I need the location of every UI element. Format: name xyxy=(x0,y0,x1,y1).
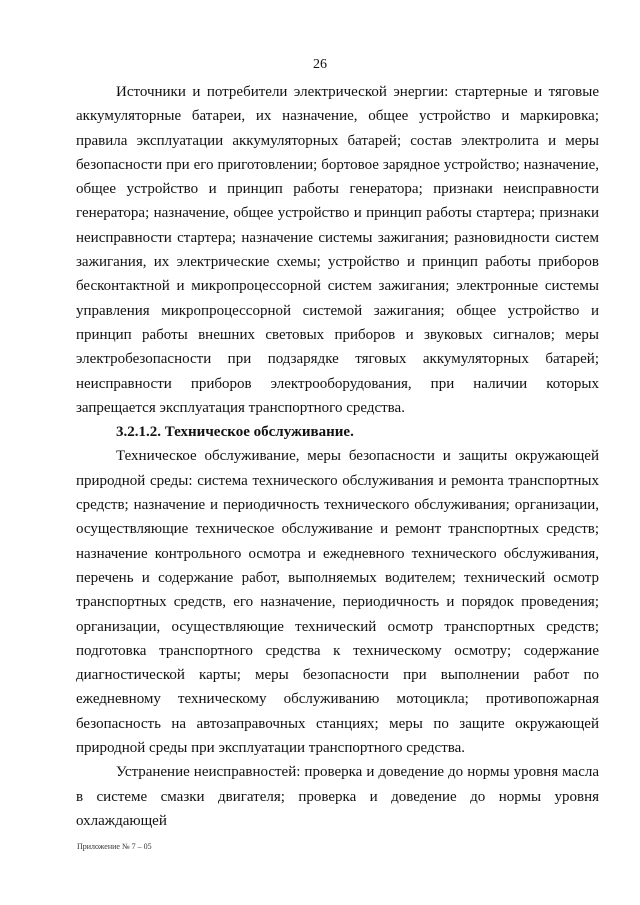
footer-note: Приложение № 7 – 05 xyxy=(77,842,152,851)
paragraph-maintenance: Техническое обслуживание, меры безопасности и защиты окружающей природной среды: система технического обслуживания и ремонта транспортных средств; назначение и периодичность технического обслуживания; организации, осуществляющие техническое обслуживание и ремонт транспортных средств; назначение контрольного осмотра и ежедневного технического обслуживания, перечень и содержание работ, выполняемых водителем; технический осмотр транспортных средств, его назначение, периодичность и порядок проведения; организации, осуществляющие технический осмотр транспортных средств; подготовка транспортного средства к техническому осмотру; содержание диагностической карты; меры безопасности при выполнении работ по ежедневному техническому обслуживанию мотоцикла; противопожарная безопасность на автозаправочных станциях; меры по защите окружающей природной среды при эксплуатации транспортного средства. xyxy=(76,448,599,757)
page-number: 26 xyxy=(313,57,327,72)
document-body xyxy=(76,80,599,833)
paragraph-troubleshooting: Устранение неисправностей: проверка и доведение до нормы уровня масла в системе смазки двигателя; проверка и доведение до нормы уровня охлаждающей xyxy=(76,764,599,829)
section-heading: 3.2.1.2. Техническое обслуживание. xyxy=(116,424,354,441)
paragraph-electrical-sources: Источники и потребители электрической энергии: стартерные и тяговые аккумуляторные батареи, их назначение, общее устройство и маркировка; правила эксплуатации аккумуляторных батарей; состав электролита и меры безопасности при его приготовлении; бортовое зарядное устройство; назначение, общее устройство и принцип работы генератора; признаки неисправности генератора; назначение, общее устройство и принцип работы стартера; признаки неисправности стартера; назначение системы зажигания; разновидности систем зажигания, их электрические схемы; устройство и принцип работы приборов бесконтактной и микропроцессорной систем зажигания; электронные системы управления микропроцессорной системой зажигания; общее устройство и принцип работы внешних световых приборов и звуковых сигналов; меры электробезопасности при подзарядке тяговых аккумуляторных батарей; неисправности приборов электрооборудования, при наличии которых запрещается эксплуатация транспортного средства. xyxy=(76,84,599,416)
